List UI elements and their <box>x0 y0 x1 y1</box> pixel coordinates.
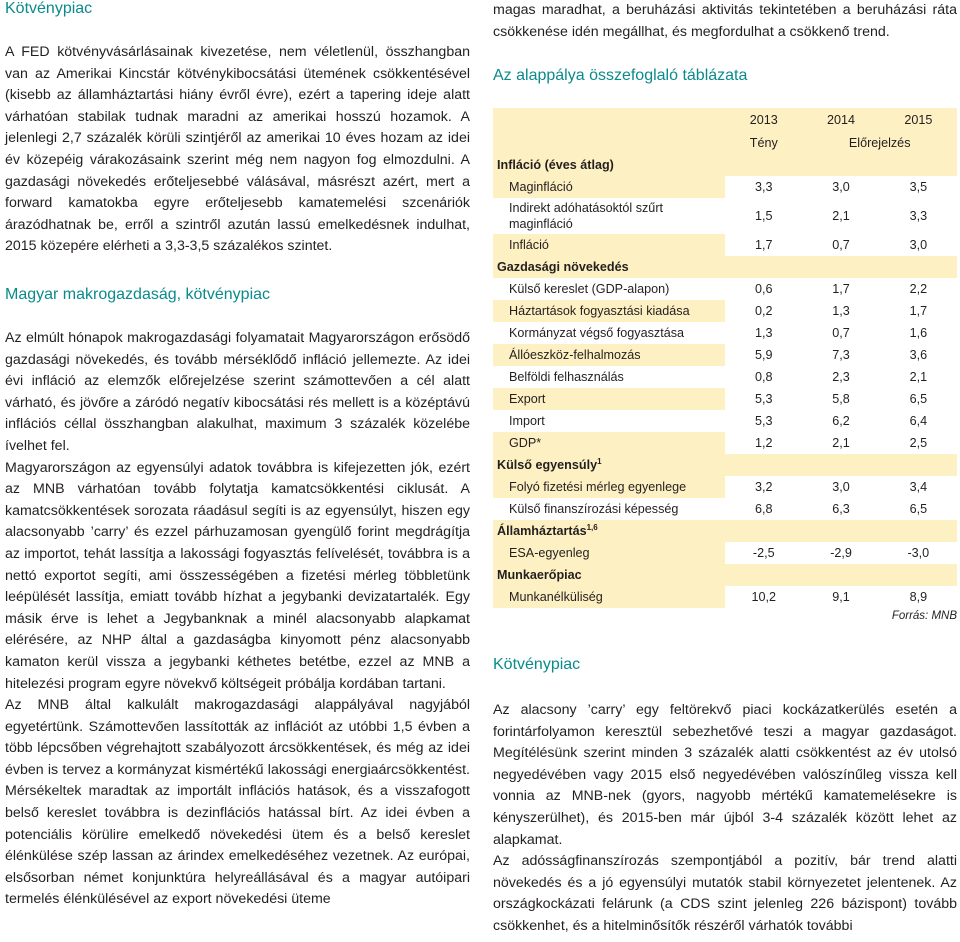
row-value: 6,8 <box>725 498 802 520</box>
row-value: 2,5 <box>880 432 957 454</box>
row-value: -2,9 <box>802 542 879 564</box>
row-value: 3,0 <box>802 176 879 198</box>
row-value: 7,3 <box>802 344 879 366</box>
macro-text <box>5 328 470 911</box>
row-label: ESA-egyenleg <box>493 542 725 564</box>
row-label: Belföldi felhasználás <box>509 370 624 384</box>
category-label <box>493 520 957 542</box>
table-row <box>493 234 957 256</box>
row-value: -2,5 <box>725 542 802 564</box>
footnote-marker: 1 <box>597 457 602 467</box>
table-category-row <box>493 454 957 476</box>
table-row <box>493 300 957 322</box>
row-label: Maginfláció <box>493 176 725 198</box>
row-value: 3,0 <box>802 476 879 498</box>
row-value: 5,3 <box>725 410 802 432</box>
row-value: 1,5 <box>725 198 802 234</box>
row-value: 1,3 <box>725 322 802 344</box>
row-value: 5,9 <box>725 344 802 366</box>
section-title-bond-market: Kötvénypiac <box>5 0 93 17</box>
row-value: 6,3 <box>802 498 879 520</box>
row-value: 1,3 <box>802 300 879 322</box>
row-value: 3,6 <box>880 344 957 366</box>
row-value: 1,7 <box>880 300 957 322</box>
row-value: 2,2 <box>880 278 957 300</box>
header-forecast: Előrejelzés <box>802 132 957 154</box>
row-value: 8,9 <box>880 586 957 608</box>
row-label: Kormányzat végső fogyasztása <box>509 326 685 340</box>
row-label: Külső kereslet (GDP-alapon) <box>509 282 670 296</box>
category-text: Külső egyensúly <box>497 458 598 473</box>
row-value: 6,2 <box>802 410 879 432</box>
row-value: 0,8 <box>725 366 802 388</box>
row-value: 3,3 <box>725 176 802 198</box>
category-label <box>493 564 957 586</box>
row-value: 0,6 <box>725 278 802 300</box>
row-value: 1,7 <box>802 278 879 300</box>
row-value: 5,8 <box>802 388 879 410</box>
row-value: 3,2 <box>725 476 802 498</box>
row-value: 6,5 <box>880 498 957 520</box>
bond-paragraph: Az adósságfinanszírozás szempontjából a pozitív, bár trend alatti növekedés és a jó egyensúlyi mutatók stabil környezetet jelentenek. Az országkockázati felárunk (a CDS szint jelenleg 226 bázispont) tovább csökkenhet, és a hitelminősítők részéről várhatók további <box>493 853 957 934</box>
footnote-marker: 1,6 <box>586 523 598 533</box>
macro-paragraph: Az MNB által kalkulált makrogazdasági alappályával nagyjából egyetértünk. Számottevően lassították az inflációt az utóbbi 1,5 évben a több lépcsőben végrehajtott szabályozott árcsökkentések, és még az idei évben is tervez a kormányzat kismértékű lakossági energiaárcsökkentést. Mérsékeltek maradtak az importált inflációs hatások, és a visszafogott belső kereslet továbbra is dezinflációs hatással bírt. Az idei évben a potenciális körülire emelkedő növekedési ütem és a belső kereslet élénkülése szép lassan az árindex emelkedéséhez vezetnek. Az európai, elsősorban német konjunktúra helyreállásával és a magyar autóipari termelés élénkülésével az export növekedési üteme <box>5 697 470 908</box>
row-value: 1,2 <box>725 432 802 454</box>
row-value: 1,7 <box>725 234 802 256</box>
table-category-row <box>493 520 957 542</box>
continuation-paragraph: magas maradhat, a beruházási aktivitás tekintetében a beruházási ráta csökkenése idén megállhat, és megfordulhat a csökkenő trend. <box>493 2 957 40</box>
baseline-table <box>493 108 957 622</box>
table-row <box>493 322 957 344</box>
row-value: -3,0 <box>880 542 957 564</box>
category-text: Gazdasági növekedés <box>497 260 629 274</box>
row-label: Folyó fizetési mérleg egyenlege <box>493 476 725 498</box>
table-category-row <box>493 256 957 278</box>
table-row <box>493 542 957 564</box>
summary-table <box>493 108 957 608</box>
table-row <box>493 278 957 300</box>
bond-market-text <box>493 700 957 938</box>
bond-paragraph: Az alacsony ’carry’ egy feltörekvő piaci kockázatkerülés esetén a forintárfolyamon keresztül sebezhetővé teszi a magyar gazdaságot. Megítélésünk szerint minden 3 százalék alatti csökkentést az év utolsó negyedévében vagy 2015 első negyedévében valószínűleg vissza kell vonnia az MNB-nek (gyors, nagyobb mértékű kamatemelésekre is kényszerülhet), és 2015-ben már újból 3-4 százalék között lehet az alapkamat. <box>493 702 957 848</box>
table-row <box>493 586 957 608</box>
row-value: 2,1 <box>880 366 957 388</box>
table-title: Az alappálya összefoglaló táblázata <box>493 67 748 84</box>
table-row <box>493 432 957 454</box>
row-label: Háztartások fogyasztási kiadása <box>493 300 725 322</box>
row-value: 3,0 <box>880 234 957 256</box>
year-2013: 2013 <box>725 108 802 132</box>
table-source: Forrás: MNB <box>891 610 957 622</box>
table-row <box>493 176 957 198</box>
table-row <box>493 366 957 388</box>
table-category-row <box>493 154 957 176</box>
category-label <box>493 256 957 278</box>
year-2014: 2014 <box>802 108 879 132</box>
row-value: 2,3 <box>802 366 879 388</box>
table-row <box>493 410 957 432</box>
table-row <box>493 198 957 234</box>
row-value: 2,1 <box>802 432 879 454</box>
row-label: Állóeszköz-felhalmozás <box>493 344 725 366</box>
row-label: GDP* <box>493 432 725 454</box>
row-value: 10,2 <box>725 586 802 608</box>
year-2015: 2015 <box>880 108 957 132</box>
row-value: 0,7 <box>802 322 879 344</box>
row-label: Import <box>509 414 545 428</box>
macro-paragraph: Magyarországon az egyensúlyi adatok továbbra is kifejezetten jók, ezért az MNB várhatóan tovább folytatja kamatcsökkentési ciklusát. A kamatcsökkentések sorozata ráadásul segíti is az egyensúlyt, hiszen egy alacsonyabb ’carry’ és ezzel párhuzamosan gyengülő forint megdrágítja az importot, tehát lassítja a lakossági fogyasztás felívelését, továbbra is a nettó exportot segíti, ami összességében a fizetési mérleg többletünk leépülését lassítja, emiatt tovább hízhat a jegybanki devizatartalék. Egy másik érve is lehet a Jegybanknak a minél alacsonyabb alapkamat elérésére, az NHP által a gazdaságba kinyomott pénz alacsonyabb kamaton kerül vissza a jegybanki kéthetes betétbe, ezzel az MNB a hitelezési program egyre növekvő költségeit próbálja kordában tartani. <box>5 459 470 692</box>
row-value: 3,5 <box>880 176 957 198</box>
table-row <box>493 498 957 520</box>
row-label: Export <box>493 388 725 410</box>
row-label: Infláció <box>493 234 725 256</box>
fed-paragraph: A FED kötvényvásárlásainak kivezetése, nem véletlenül, összhangban van az Amerikai Kincstár kötvénykibocsátási ütemének csökkentésével (kisebb az államháztartási hiány évről évre), ezért a tapering ideje alatt várhatóan stabilak tudnak maradni az amerikai hosszú hozamok. A jelenlegi 2,7 százalék körüli szintjéről az amerikai 10 éves hozam az idei év közepéig várakozásaink szerint még nem nagyon fog elmozdulni. A gazdasági növekedés erőteljesebbé válásával, másrészt azért, mert a forward kamatokba egyre erőteljesebb kamatemelési szcenáriók árazódhatnak be, erről a szintről azután lassú emelkedésnek indulhat, 2015 közepére elérheti a 3,3-3,5 százalékos szintet. <box>5 44 470 255</box>
table-row <box>493 344 957 366</box>
section-title-bond-market-2: Kötvénypiac <box>493 656 581 673</box>
macro-paragraph: Az elmúlt hónapok makrogazdasági folyamatait Magyarországon erősödő gazdasági növekedés, és tovább mérséklődő infláció jellemezte. Az idei évi infláció az elemzők előrejelzése szerint számottevően a cél alatt várható, és jövőre a záródó negatív kibocsátási rés mellett is a középtávú inflációs céllal összhangban alakulhat, maximum 3 százalék közelébe ívelhet fel. <box>5 330 470 454</box>
row-value: 6,4 <box>880 410 957 432</box>
row-label: Külső finanszírozási képesség <box>509 502 679 516</box>
category-label <box>493 454 957 476</box>
row-value: 2,1 <box>802 198 879 234</box>
row-value: 5,3 <box>725 388 802 410</box>
table-row <box>493 388 957 410</box>
section-title-macro: Magyar makrogazdaság, kötvénypiac <box>5 286 271 303</box>
table-row <box>493 476 957 498</box>
category-text: Munkaerőpiac <box>497 568 582 582</box>
category-label <box>493 154 957 176</box>
row-value: 3,4 <box>880 476 957 498</box>
row-value: 1,6 <box>880 322 957 344</box>
row-label: Indirekt adóhatásoktól szűrt maginfláció <box>509 201 664 231</box>
header-actual: Tény <box>725 132 802 154</box>
row-value: 0,2 <box>725 300 802 322</box>
row-label: Munkanélküliség <box>493 586 725 608</box>
table-header-sub <box>493 132 957 154</box>
table-category-row <box>493 564 957 586</box>
row-value: 3,3 <box>880 198 957 234</box>
row-value: 9,1 <box>802 586 879 608</box>
category-text: Infláció (éves átlag) <box>497 158 614 172</box>
category-text: Államháztartás <box>497 524 587 539</box>
row-value: 0,7 <box>802 234 879 256</box>
table-header-years <box>493 108 957 132</box>
row-value: 6,5 <box>880 388 957 410</box>
